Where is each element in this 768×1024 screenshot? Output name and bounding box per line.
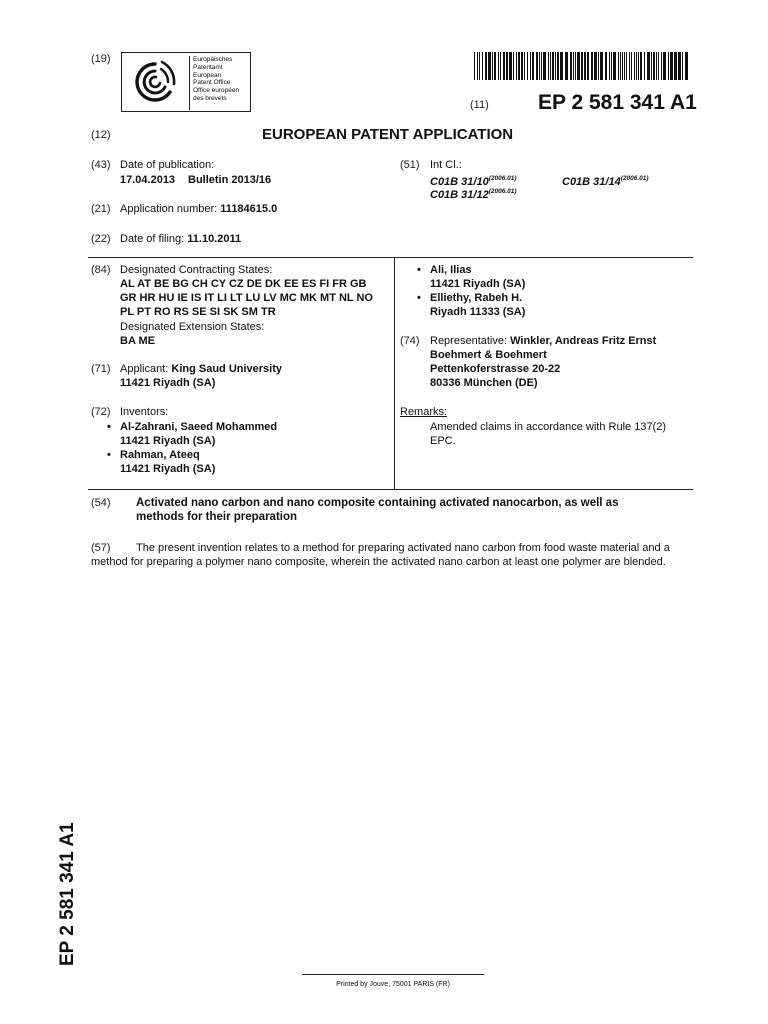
barcode-bar	[552, 52, 554, 80]
intcl-code	[562, 172, 649, 189]
barcode-bar	[516, 52, 517, 80]
barcode-bar	[494, 52, 496, 80]
title-line: methods for their preparation	[136, 511, 298, 523]
office-line: Patent Office	[193, 79, 231, 87]
barcode-bar	[557, 52, 559, 80]
intcl-version: (2006.01)	[488, 188, 517, 195]
barcode-bar	[618, 52, 619, 80]
application-number-row	[120, 202, 277, 216]
abstract-line: method for preparing a polymer nano composite, wherein the activated nano carbon at least one polymer are blended.	[91, 556, 666, 568]
barcode-bar	[479, 52, 480, 80]
inventor-address: Riyadh 11333 (SA)	[430, 306, 526, 318]
representative-row	[430, 334, 656, 348]
barcode-bar	[570, 52, 572, 80]
barcode-bar	[638, 52, 639, 80]
barcode-bar	[530, 52, 531, 80]
inid-57: (57)	[91, 542, 111, 554]
inventor-name: • Ali, Ilias	[430, 263, 472, 277]
barcode-bar	[678, 52, 681, 80]
states-line: GR HR HU IE IS IT LI LT LU LV MC MK MT NL NO	[120, 292, 373, 304]
barcode-bar	[492, 52, 493, 80]
barcode-bar	[651, 52, 652, 80]
barcode-bar	[668, 52, 669, 80]
barcode-bar	[581, 52, 583, 80]
applicant-row	[120, 362, 282, 376]
intcl-code-text: C01B 31/14	[562, 176, 621, 188]
barcode-bar	[485, 52, 487, 80]
abstract-line: The present invention relates to a method for preparing activated nano carbon from food waste material and a	[136, 542, 670, 554]
divider	[88, 257, 693, 258]
inid-54: (54)	[91, 497, 111, 509]
inid-12: (12)	[91, 129, 111, 141]
barcode-bar	[521, 52, 523, 80]
barcode-bar	[674, 52, 677, 80]
barcode-bar	[605, 52, 607, 80]
representative-label: Representative:	[430, 335, 508, 347]
intcl-version: (2006.01)	[620, 175, 649, 182]
barcode-bar	[565, 52, 568, 80]
applicant-address: 11421 Riyadh (SA)	[120, 377, 216, 389]
divider	[88, 489, 693, 490]
barcode-bar	[670, 52, 673, 80]
ext-states-label: Designated Extension States:	[120, 321, 265, 333]
filing-date-row	[120, 232, 241, 246]
barcode-bar	[573, 52, 574, 80]
barcode-bar	[640, 52, 642, 80]
office-line: Europäisches	[193, 56, 233, 63]
barcode-bar	[560, 52, 563, 80]
barcode-bar	[620, 52, 621, 80]
barcode	[474, 52, 692, 80]
ext-states: BA ME	[120, 335, 156, 347]
barcode-bar	[509, 52, 512, 80]
inid-71: (71)	[91, 363, 111, 375]
barcode-bar	[532, 52, 534, 80]
barcode-bar	[498, 52, 499, 80]
barcode-bar	[591, 52, 593, 80]
barcode-bar	[653, 52, 655, 80]
application-number-label: Application number:	[120, 203, 218, 215]
barcode-bar	[636, 52, 637, 80]
barcode-bar	[629, 52, 630, 80]
inid-43: (43)	[91, 159, 111, 171]
representative-name: Winkler, Andreas Fritz Ernst	[510, 335, 657, 347]
inventor-name: • Rahman, Ateeq	[120, 448, 200, 462]
title-line: Activated nano carbon and nano composite containing activated nanocarbon, as well as	[136, 497, 619, 509]
filing-date: 11.10.2011	[187, 233, 242, 245]
inid-74: (74)	[400, 335, 420, 347]
epo-logo-box	[121, 52, 251, 112]
barcode-bar	[611, 52, 612, 80]
barcode-bar	[543, 52, 546, 80]
barcode-bar	[682, 52, 683, 80]
office-line: Office européen	[193, 87, 240, 95]
application-number: 11184615.0	[220, 203, 278, 215]
barcode-bar	[527, 52, 528, 80]
barcode-bar	[634, 52, 635, 80]
epo-logo-icon	[124, 54, 186, 110]
barcode-bar	[555, 52, 556, 80]
barcode-bar	[631, 52, 632, 80]
inid-19: (19)	[91, 53, 111, 65]
remarks-line: EPC.	[430, 435, 456, 447]
bulletin: Bulletin 2013/16	[188, 174, 272, 186]
inid-22: (22)	[91, 233, 111, 245]
office-line: Patentamt	[193, 63, 223, 71]
inid-21: (21)	[91, 203, 111, 215]
intcl-version: (2006.01)	[488, 175, 517, 182]
footer-printer: Printed by Jouve, 75001 PARIS (FR)	[336, 981, 450, 988]
representative-line: Pettenkoferstrasse 20-22	[430, 363, 561, 375]
inid-51: (51)	[400, 159, 420, 171]
barcode-bar	[513, 52, 514, 80]
inventor-address: 11421 Riyadh (SA)	[430, 278, 526, 290]
inid-84: (84)	[91, 264, 111, 276]
barcode-bar	[506, 52, 508, 80]
inventor-address: 11421 Riyadh (SA)	[120, 435, 216, 447]
side-publication-number: EP 2 581 341 A1	[57, 822, 78, 966]
barcode-bar	[477, 52, 478, 80]
barcode-bar	[685, 52, 688, 80]
barcode-bar	[658, 52, 659, 80]
barcode-bar	[626, 52, 627, 80]
states-line: AL AT BE BG CH CY CZ DE DK EE ES FI FR GB	[120, 278, 367, 290]
pub-date: 17.04.2013	[120, 174, 176, 186]
barcode-bar	[661, 52, 662, 80]
barcode-bar	[539, 52, 540, 80]
barcode-bar	[548, 52, 549, 80]
intcl-label: Int Cl.:	[430, 159, 462, 171]
representative-line: 80336 München (DE)	[430, 377, 538, 389]
barcode-bar	[536, 52, 538, 80]
barcode-bar	[482, 52, 483, 80]
barcode-bar	[550, 52, 551, 80]
filing-date-label: Date of filing:	[120, 233, 185, 245]
barcode-bar	[524, 52, 525, 80]
publication-number: EP 2 581 341 A1	[538, 91, 697, 114]
representative-line: Boehmert & Boehmert	[430, 349, 547, 361]
barcode-bar	[503, 52, 505, 80]
barcode-bar	[644, 52, 645, 80]
barcode-bar	[647, 52, 650, 80]
barcode-bar	[541, 52, 542, 80]
barcode-bar	[594, 52, 597, 80]
footer-rule	[302, 974, 484, 975]
intcl-code	[430, 185, 517, 202]
remarks-line: Amended claims in accordance with Rule 137(2)	[430, 421, 667, 433]
barcode-bar	[598, 52, 599, 80]
inventor-name: • Al-Zahrani, Saeed Mohammed	[120, 420, 277, 434]
office-line: European	[193, 71, 222, 79]
barcode-bar	[575, 52, 576, 80]
barcode-bar	[663, 52, 666, 80]
barcode-bar	[624, 52, 625, 80]
applicant-name: King Saud University	[171, 363, 283, 375]
barcode-bar	[656, 52, 657, 80]
barcode-bar	[613, 52, 616, 80]
barcode-bar	[587, 52, 589, 80]
document-type: EUROPEAN PATENT APPLICATION	[262, 126, 514, 143]
barcode-bar	[500, 52, 501, 80]
intcl-code-text: C01B 31/10	[430, 176, 489, 188]
inventor-address: 11421 Riyadh (SA)	[120, 463, 216, 475]
remarks-label: Remarks:	[400, 406, 448, 418]
states-label: Designated Contracting States:	[120, 264, 273, 276]
inid-72: (72)	[91, 406, 111, 418]
barcode-bar	[622, 52, 623, 80]
barcode-bar	[600, 52, 603, 80]
barcode-bar	[609, 52, 610, 80]
inventor-name: • Elliethy, Rabeh H.	[430, 291, 522, 305]
inid-11: (11)	[470, 99, 489, 111]
office-line: des brevets	[193, 94, 227, 102]
column-divider	[394, 257, 395, 489]
states-line: PL PT RO RS SE SI SK SM TR	[120, 306, 276, 318]
intcl-code-text: C01B 31/12	[430, 189, 489, 201]
barcode-bar	[577, 52, 580, 80]
barcode-bar	[474, 52, 475, 80]
applicant-label: Applicant:	[120, 363, 169, 375]
barcode-bar	[518, 52, 520, 80]
pub-date-label: Date of publication:	[120, 159, 215, 171]
barcode-bar	[584, 52, 586, 80]
inventors-label: Inventors:	[120, 406, 169, 418]
barcode-bar	[488, 52, 491, 80]
